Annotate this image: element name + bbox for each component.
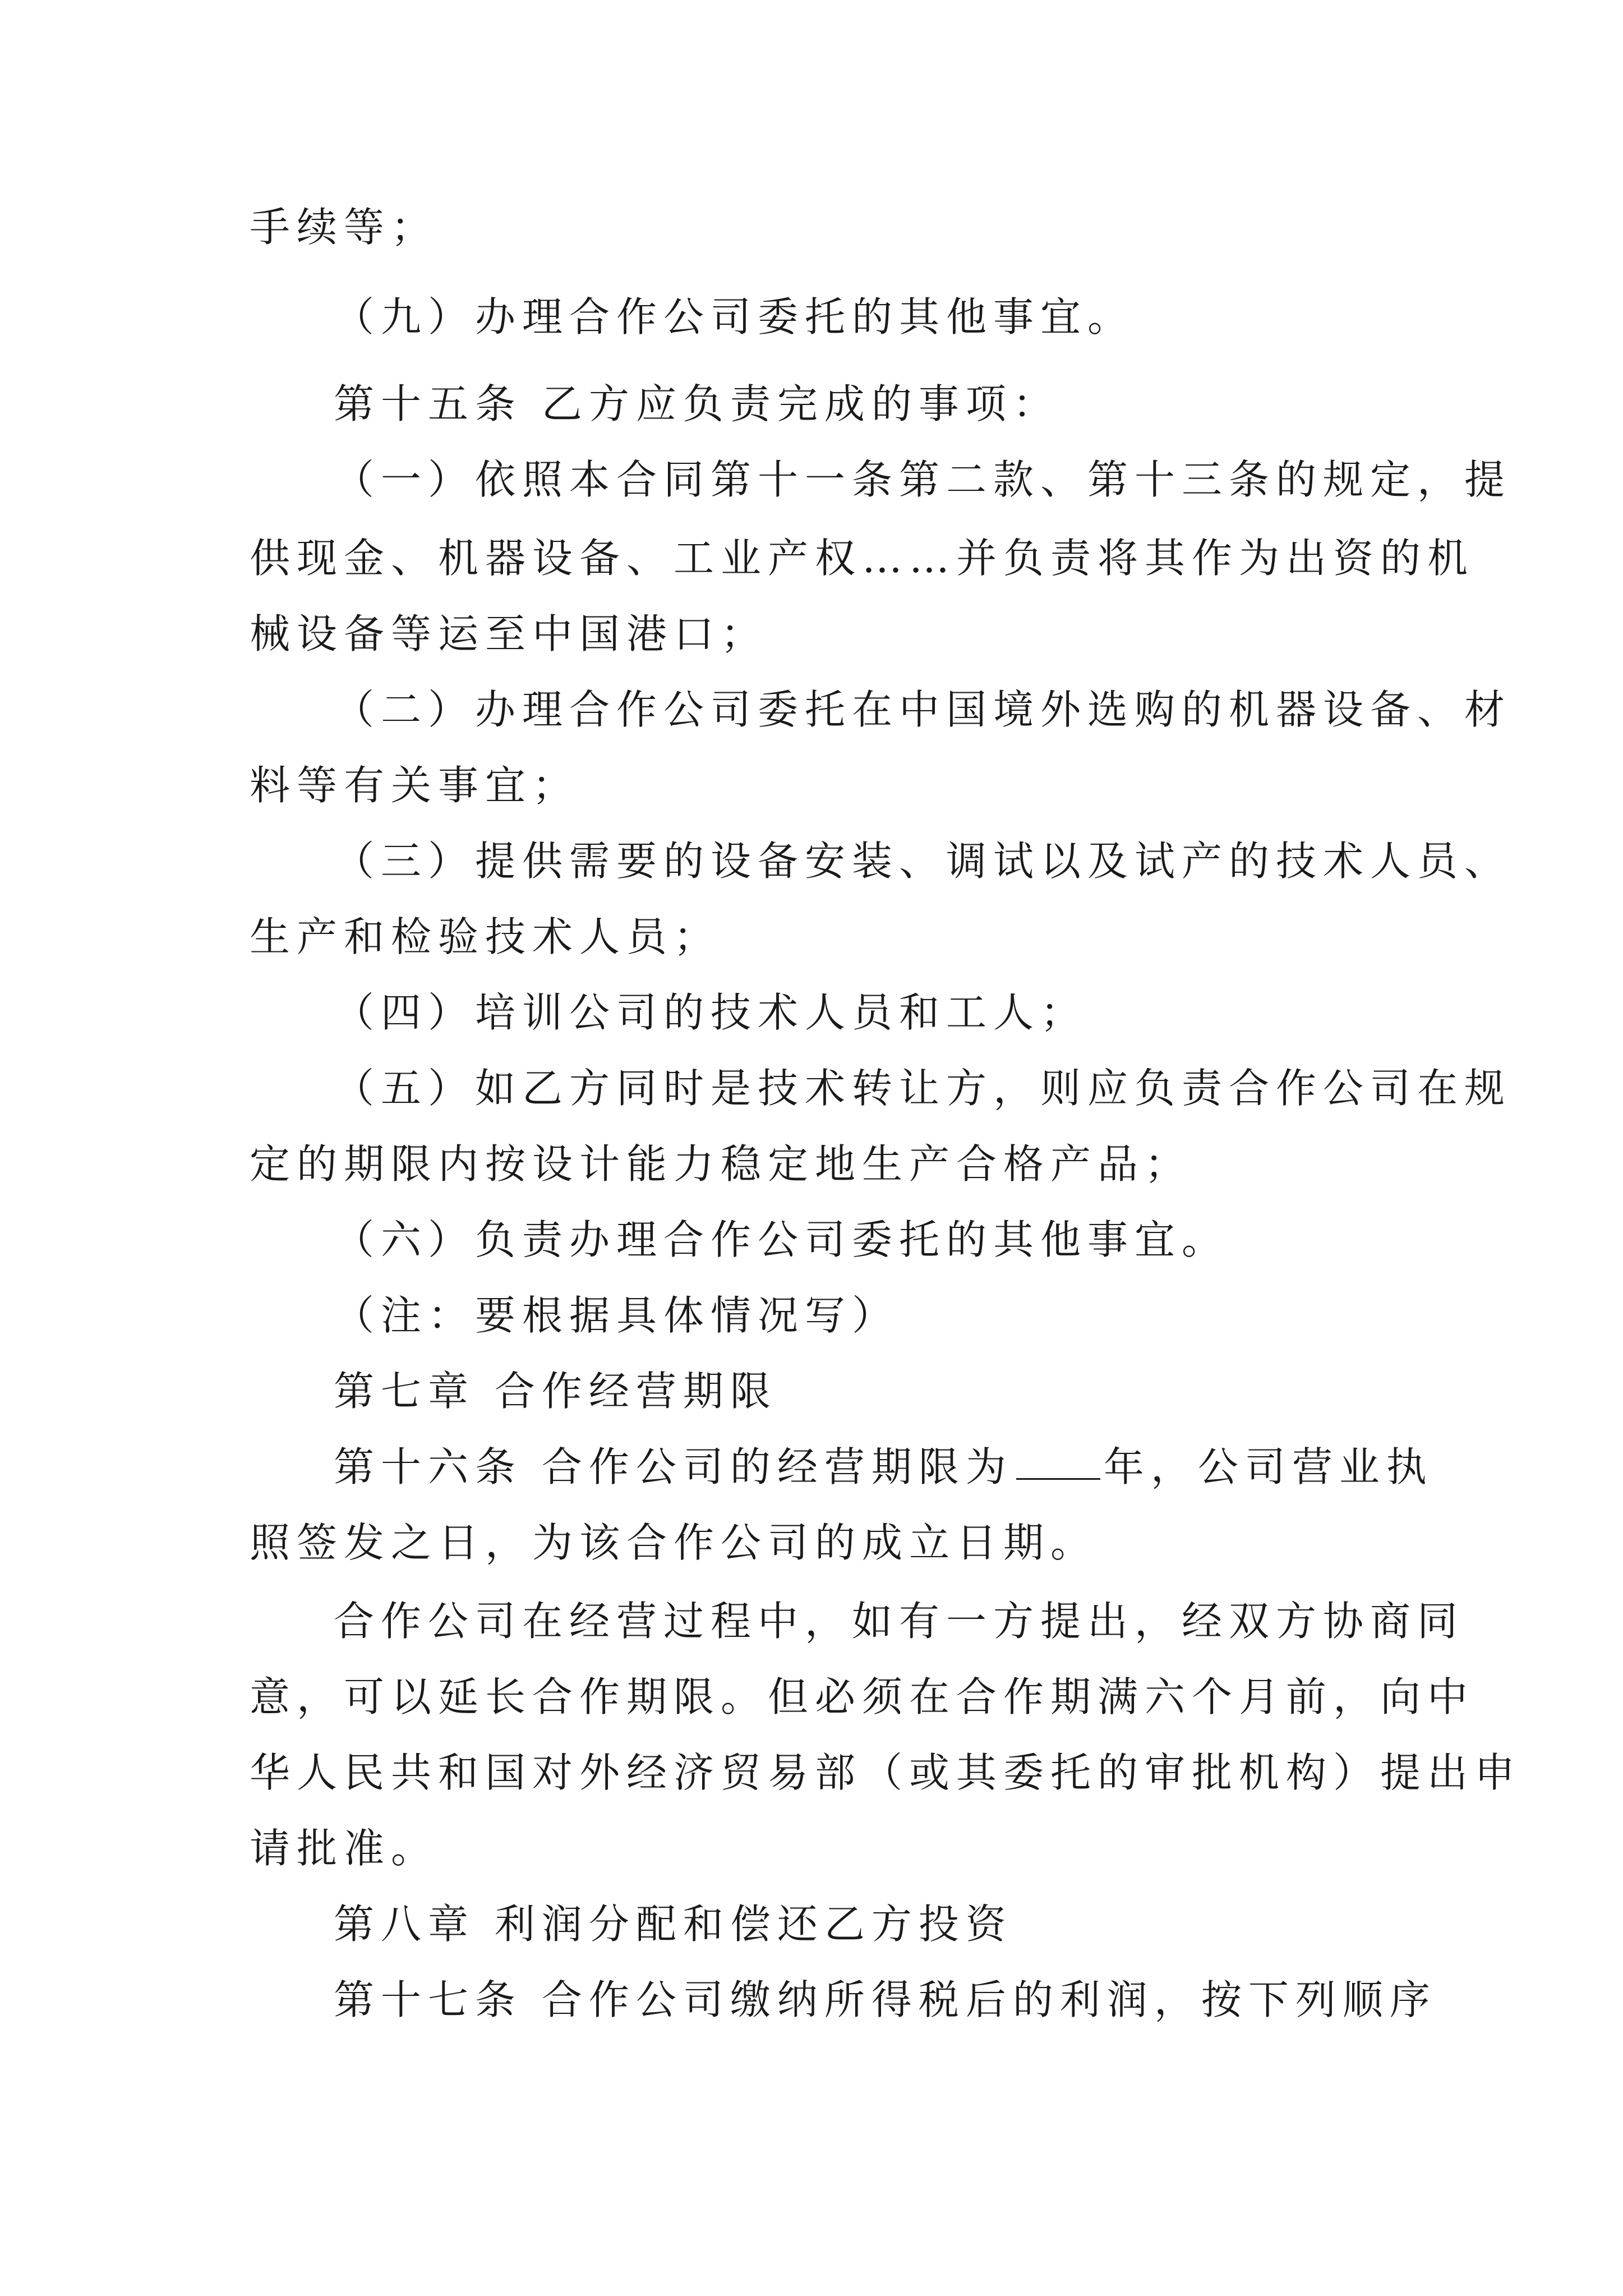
- text-line: 合作公司在经营过程中，如有一方提出，经双方协商同: [334, 1598, 1465, 1645]
- text-line: 手续等；: [250, 204, 439, 251]
- text-line: 第十五条 乙方应负责完成的事项：: [334, 380, 1060, 427]
- text-line: 意，可以延长合作期限。但必须在合作期满六个月前，向中: [250, 1673, 1475, 1720]
- text-line: 第七章 合作经营期限: [334, 1368, 777, 1415]
- text-line: 华人民共和国对外经济贸易部（或其委托的审批机构）提出申: [250, 1749, 1522, 1796]
- text-line: （二）办理合作公司委托在中国境外选购的机器设备、材: [334, 686, 1512, 733]
- text-line: 料等有关事宜；: [250, 762, 580, 809]
- text-line: （一）依照本合同第十一条第二款、第十三条的规定，提: [334, 456, 1512, 503]
- article-16-line: [334, 1439, 1433, 1495]
- text-line: 第八章 利润分配和偿还乙方投资: [334, 1901, 1013, 1948]
- text-line: （四）培训公司的技术人员和工人；: [334, 989, 1088, 1036]
- text-line: （三）提供需要的设备安装、调试以及试产的技术人员、: [334, 838, 1512, 885]
- text-line: 供现金、机器设备、工业产权……并负责将其作为出资的机: [250, 535, 1475, 582]
- text-line: 生产和检验技术人员；: [250, 913, 721, 960]
- text-line: 照签发之日，为该合作公司的成立日期。: [250, 1519, 1098, 1566]
- text-line: 请批准。: [250, 1825, 439, 1872]
- text-line: （注：要根据具体情况写）: [334, 1292, 900, 1339]
- text-line: 械设备等运至中国港口；: [250, 610, 768, 657]
- text-line: （六）负责办理合作公司委托的其他事宜。: [334, 1216, 1229, 1263]
- text-line: 定的期限内按设计能力稳定地生产合格产品；: [250, 1140, 1192, 1188]
- text-line: （九）办理合作公司委托的其他事宜。: [334, 293, 1135, 341]
- term-years-blank: [1016, 1439, 1100, 1480]
- text-line: 第十七条 合作公司缴纳所得税后的利润，按下列顺序: [334, 1976, 1437, 2023]
- text-line: （五）如乙方同时是技术转让方，则应负责合作公司在规: [334, 1065, 1512, 1112]
- article-16-text: 年，公司营业执: [1103, 1443, 1433, 1490]
- article-16-text: 第十六条 合作公司的经营期限为: [334, 1443, 1013, 1490]
